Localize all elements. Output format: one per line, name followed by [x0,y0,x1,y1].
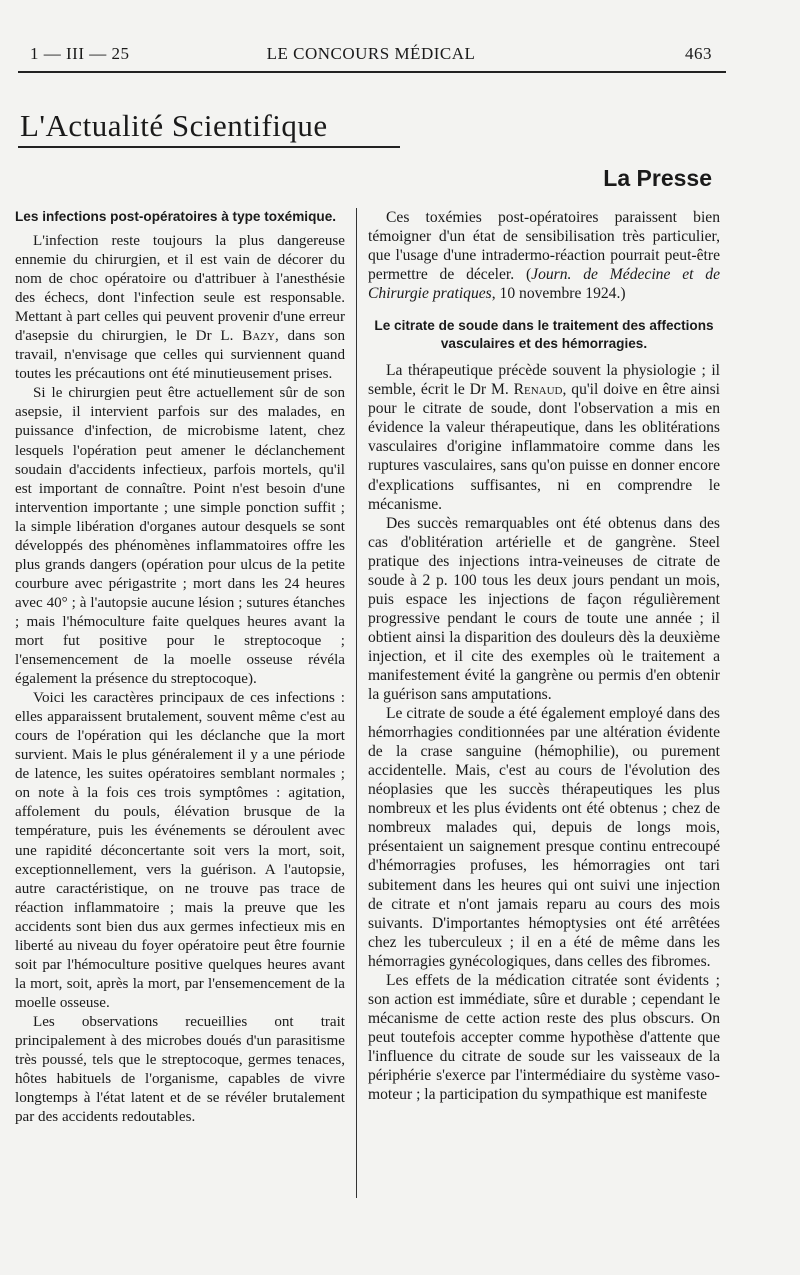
paragraph: Les effets de la médication citratée sont évidents ; son action est immédiate, sûre et durable ; cependant le mécanisme de cette action reste des plus obscurs. On peut toutefois accepter comme hypothèse d'attente que l'influence du citrate de soude sur les vaisseaux de la périphérie s'exerce par l'intermédiaire du système vaso-moteur ; la participation du sympathique est manifeste [368,971,720,1104]
running-header [30,44,712,68]
paragraph [15,232,345,384]
article-title-infections: Les infections post-opératoires à type toxémique. [15,209,337,224]
right-column [368,208,720,1104]
paragraph-text: La thérapeutique précède souvent la physiologie ; il semble, écrit le [368,362,720,399]
journal-title: LE CONCOURS MÉDICAL [266,44,476,63]
page-number: 463 [685,44,712,63]
paragraph [368,208,720,303]
column-divider [356,208,357,1198]
issue-date: 1 — III — 25 [30,44,130,63]
journal-citation: Journ. de Médecine et de Chirurgie pratiques [368,266,720,303]
paragraph: Les observations recueillies ont trait principalement à des microbes doués d'un parasitisme très poussé, tels que le streptocoque, germes tenaces, hôtes habituels de l'organisme, capables de vivre longtemps à l'état latent et de se révéler brutalement par des accidents redoutables. [15,1013,345,1126]
author-prefix: Dr L. [195,328,234,345]
paragraph: Si le chirurgien peut être actuellement sûr de son asepsie, il intervient parfois sur des malades, en puissance d'infection, de microbisme latent, chez lesquels l'opération peut amener le déclanchement soudain d'accidents infectieux, parfois mortels, qu'il est important de connaître. Point n'est besoin d'une intervention importante ; une simple ponction suffit ; la simple libération d'organes autour desquels se sont développés des phénomènes inflammatoires offre les plus grands dangers (opération pour ulcus de la petite courbure avec périgastrite ; mort dans les 24 heures avec 40° ; à l'autopsie aucune lésion ; sutures étanches ; mais l'hémoculture faite quelques heures avant la mort fut positive pour le streptocoque ; l'ensemencement de la moelle osseuse révéla également la présence du streptocoque). [15,385,345,688]
citation-date: , 10 novembre 1924.) [491,285,626,303]
paragraph-text: , qu'il doive en être ainsi pour le citrate de soude, dont l'observation a mis en évidence la valeur thérapeutique, dans les oblitérations vasculaires d'origine inflammatoire comme dans les ruptures vasculaires, sans qu'on puisse en donner encore d'explications suffisantes, ni en comprendre le mécanisme. [368,381,720,513]
section-title-underline [18,146,400,148]
press-heading: La Presse [603,165,712,191]
paragraph [368,361,720,513]
author-name: Renaud [513,381,563,399]
paragraph-text: , dans son travail, n'envisage que celles qui surviennent quand toutes les précautions ont été minutieusement prises. [15,328,345,383]
paragraph-text: Ces toxémies post-opératoires paraissent bien témoigner d'un état de sensibilisation très particulier, que l'usage d'une intradermo-réaction pourrait peut-être permettre de déceler. ( [368,209,720,284]
section-title: L'Actualité Scientifique [20,108,328,143]
article-title-citrate: Le citrate de soude dans le traitement des affections vasculaires et des hémorragies. [374,318,714,352]
author-prefix: Dr M. [469,381,509,399]
paragraph: Des succès remarquables ont été obtenus dans des cas d'oblitération artérielle et de gangrène. Steel pratique des injections intra-veineuses de citrate de soude à 2 p. 100 tous les deux jours pendant un mois, puis espace les injections de façon régulièrement progressive pendant le cours de toute une année ; il obtient ainsi la disparition des douleurs dès la deuxième injection, et il cite des exemples où le traitement a manifestement évité la gangrène ou permis d'en obtenir la guérison sans amputations. [368,514,720,704]
header-rule [18,71,726,73]
paragraph: Le citrate de soude a été également employé dans des hémorrhagies conditionnées par une altération évidente de la crase sanguine (hémophilie), ou purement accidentelle. Mais, c'est au cours de l'évolution des néoplasies que les succès thérapeutiques les plus nombreux et les plus évidents ont été obtenus ; chez de nombreux malades qui, depuis de longs mois, présentaient un saignement presque continu entrecoupé d'hémorragies profuses, les hémorragies ont tari subitement dans les heures qui ont suivi une injection de citrate et n'ont jamais reparu au cours des mois suivants. D'importantes hémoptysies ont été arrêtées chez les tuberculeux ; il en a été de même dans les hémorragies gynécologiques, dans celles des fibromes. [368,705,720,970]
author-name: Bazy [242,328,275,345]
paragraph: Voici les caractères principaux de ces infections : elles apparaissent brutalement, souvent même c'est au cours de l'opération qui les déclanche que la mort survient. Mais le plus généralement il y a une période de latence, les suites opératoires semblant normales ; on note à la fois ces trois symptômes : agitation, affolement du pouls, élévation brusque de la température, puis les événements se déroulent avec une rapidité déconcertante soit vers la mort, soit, exceptionnellement, vers la guérison. A l'autopsie, autre caractéristique, on ne trouve pas trace de réaction inflammatoire ; mais la preuve que les accidents sont bien dus aux germes infectieux mis en liberté au niveau du foyer opératoire peut être fournie soit par l'hémoculture positive quelques heures avant la mort, soit, après la mort, par l'ensemencement de la moelle osseuse. [15,690,345,1011]
paragraph-text: L'infection reste toujours la plus dangereuse ennemie du chirurgien, et il est vain de décorer du nom de choc opératoire ou d'attribuer à l'anesthésie des échecs, dont l'infection seule est responsable. Mettant à part celles qui peuvent provenir d'une erreur d'asepsie du chirurgien, le [15,233,345,345]
left-column [15,208,345,1127]
